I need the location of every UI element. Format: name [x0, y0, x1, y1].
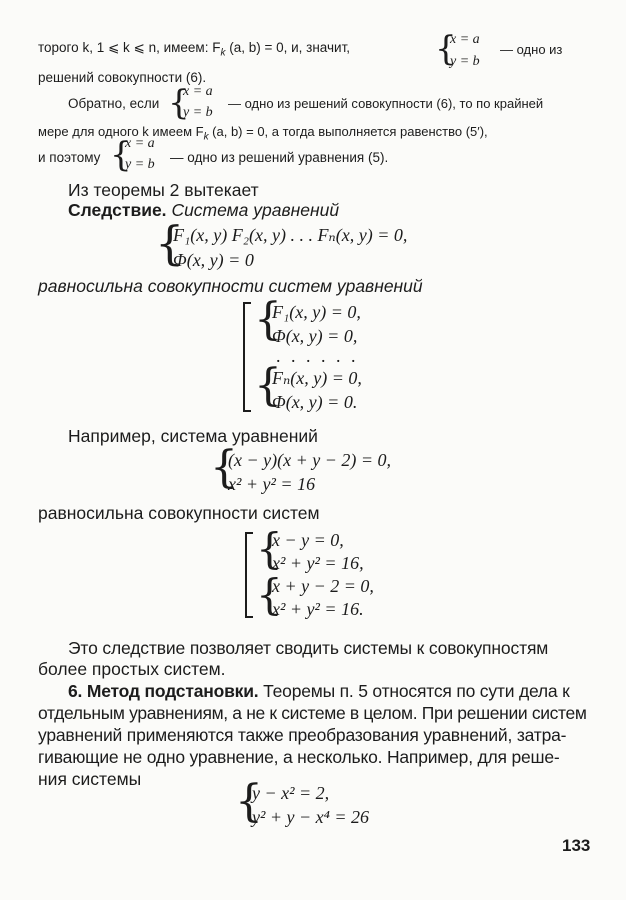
section6-title: 6. Метод подстановки.: [68, 681, 259, 701]
theorem-intro: Из теоремы 2 вытекает: [68, 180, 259, 200]
brace-icon: {: [110, 135, 132, 175]
conclusion-line2: более простых систем.: [38, 659, 226, 679]
brace-icon: {: [155, 216, 185, 270]
collection2-b1: x + y − 2 = 0,: [272, 576, 374, 596]
para1-line2: решений совокупности (6).: [38, 70, 207, 85]
para2-line3-right: — одно из решений уравнения (5).: [170, 150, 389, 165]
brace-icon: {: [210, 442, 238, 493]
equiv-text: равносильна совокупности систем: [38, 503, 320, 523]
collection-bracket: [245, 532, 253, 618]
brace-icon: {: [256, 570, 283, 619]
collection-bracket: [243, 302, 251, 412]
para2-system3-bottom: y = b: [125, 157, 155, 172]
collection1-a2: Φ(x, y) = 0,: [272, 326, 358, 346]
para2-line1-left: Обратно, если: [68, 96, 160, 111]
para1-system-bottom: y = b: [450, 54, 480, 69]
collection2-a1: x − y = 0,: [272, 530, 344, 550]
section6-line3: уравнений применяются также преобразования уравнений, затра-: [38, 725, 567, 745]
system3-row1: y − x² = 2,: [252, 783, 330, 803]
page-number: 133: [562, 836, 591, 855]
system2-row2: x² + y² = 16: [228, 474, 316, 494]
para2-system3-top: x = a: [125, 136, 155, 151]
collection1-dots: . . . . . .: [276, 346, 359, 366]
conclusion-line1: Это следствие позволяет сводить системы к совокупностям: [68, 638, 549, 658]
brace-icon: {: [256, 524, 283, 573]
brace-icon: {: [254, 294, 282, 345]
para2-system-top: x = a: [183, 84, 213, 99]
system1-row1: F₁(x, y) F₂(x, y) . . . Fₙ(x, y) = 0,: [173, 225, 408, 245]
corollary-label: Следствие.: [68, 200, 167, 220]
para2-line3-left: и поэтому: [38, 150, 101, 165]
brace-icon: {: [168, 83, 190, 123]
section6-line5: ния системы: [38, 769, 142, 789]
corollary-text: Система уравнений: [171, 200, 340, 220]
system3-row2: y² + y − x⁴ = 26: [252, 807, 370, 827]
brace-icon: {: [235, 776, 263, 827]
collection2-b2: x² + y² = 16.: [272, 599, 364, 619]
brace-icon: {: [435, 29, 457, 69]
para2-system-bottom: y = b: [183, 105, 213, 120]
section6-line1: 6. Метод подстановки. Теоремы п. 5 относятся по сути дела к: [68, 681, 570, 701]
system2-row1: (x − y)(x + y − 2) = 0,: [228, 450, 392, 470]
section6-line2: отдельным уравнениям, а не к системе в целом. При решении систем: [38, 703, 587, 723]
section6-line4: гивающие не одно уравнение, а несколько. Например, для реше-: [38, 747, 560, 767]
equiv-text-italic: равносильна совокупности систем уравнений: [38, 276, 423, 296]
collection1-b1: Fₙ(x, y) = 0,: [272, 368, 362, 388]
brace-icon: {: [254, 360, 282, 411]
para1-line1-left: торого k, 1 ⩽ k ⩽ n, имеем: $F_k$ (a, b) = 0, и, значит,: [38, 40, 351, 59]
para1-system-top: x = a: [450, 32, 480, 47]
collection2-a2: x² + y² = 16,: [272, 553, 364, 573]
para2-line1-right: — одно из решений совокупности (6), то по крайней: [228, 96, 544, 111]
para2-line2: мере для одного k имеем $F_k$ (a, b) = 0, а тогда выполняется равенство (5′),: [38, 124, 488, 143]
system1-row2: Φ(x, y) = 0: [173, 250, 254, 270]
collection1-b2: Φ(x, y) = 0.: [272, 392, 358, 412]
collection1-a1: F₁(x, y) = 0,: [272, 302, 361, 322]
corollary-line: [68, 200, 339, 221]
para1-line1-right: — одно из: [500, 42, 563, 57]
example-intro: Например, система уравнений: [68, 426, 318, 446]
